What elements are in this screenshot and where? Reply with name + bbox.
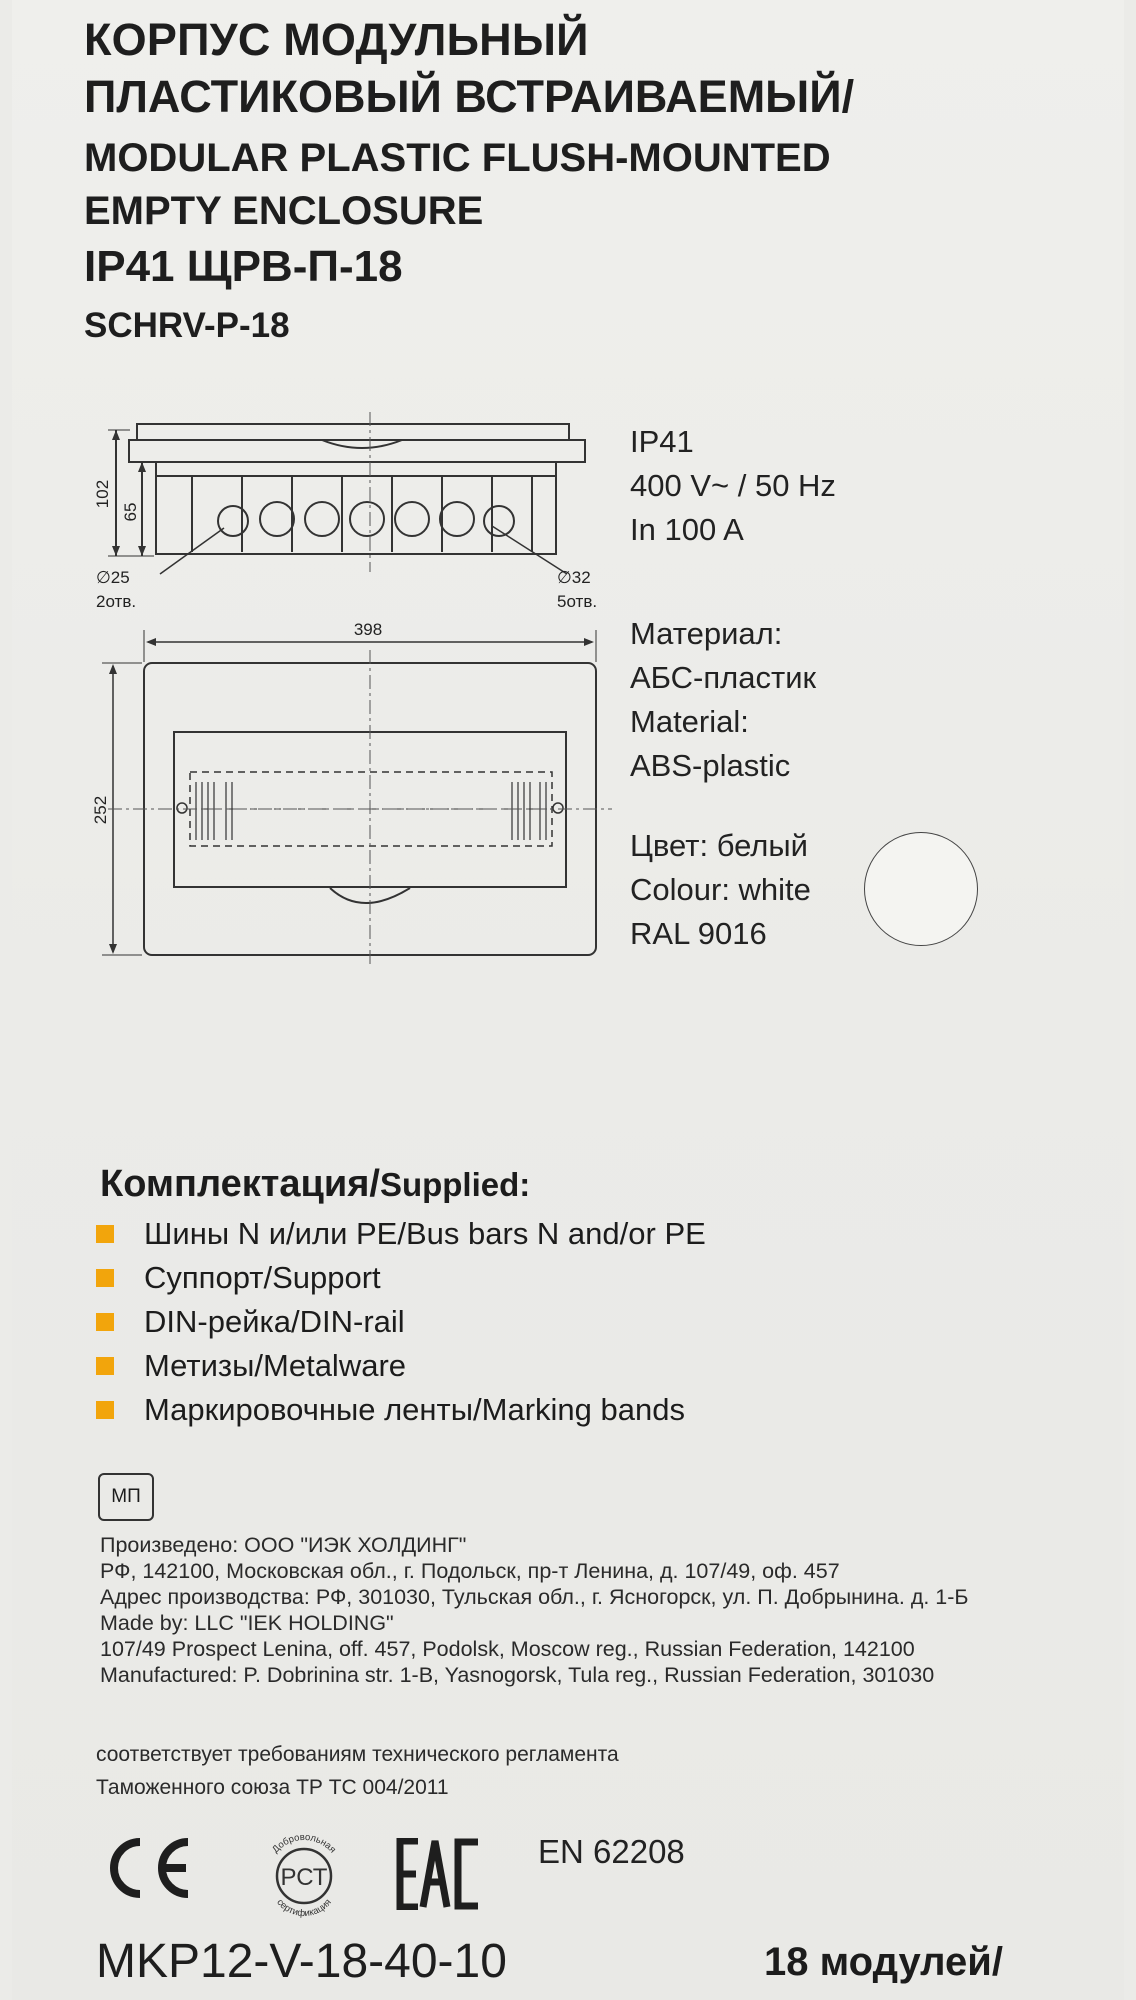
product-code-en: SCHRV-P-18 (84, 306, 290, 345)
supplied-title-ru: Комплектация/ (100, 1163, 380, 1205)
mfr-line: Адрес производства: РФ, 301030, Тульская обл., г. Ясногорск, ул. П. Добрынина. д. 1-Б (100, 1585, 969, 1609)
colour-swatch (864, 832, 978, 946)
mfr-line: РФ, 142100, Московская обл., г. Подольск, пр-т Ленина, д. 107/49, оф. 457 (100, 1559, 840, 1583)
mfr-line: Произведено: ООО "ИЭК ХОЛДИНГ" (100, 1533, 467, 1557)
mp-mark: МП (98, 1473, 154, 1521)
supplied-title (100, 1163, 530, 1206)
bullet-square-icon (96, 1357, 114, 1375)
hole-small-count: 2отв. (96, 592, 137, 611)
svg-text:сертификация: сертификация (274, 1896, 334, 1920)
list-item: Метизы/ Metalware (96, 1344, 706, 1388)
spec-ip: IP41 (630, 424, 694, 459)
mfr-line: Made by: LLC "IEK HOLDING" (100, 1611, 394, 1635)
material-ru: АБС-пластик (630, 660, 817, 695)
bullet-square-icon (96, 1401, 114, 1419)
hole-small-diameter: ∅25 (96, 568, 130, 587)
electrical-specs (630, 420, 836, 552)
dim-width: 398 (353, 620, 383, 639)
supplied-title-en: Supplied: (379, 1166, 531, 1203)
colour-specs (630, 824, 811, 956)
manufacturer-info (100, 1532, 969, 1688)
material-specs (630, 612, 816, 788)
package-label (12, 0, 1124, 2000)
bullet-square-icon (96, 1313, 114, 1331)
dim-front-height: 252 (91, 795, 110, 825)
title-en-line1: MODULAR PLASTIC FLUSH-MOUNTED (84, 136, 831, 180)
svg-text:Добровольная: Добровольная (270, 1831, 338, 1856)
material-en: ABS-plastic (630, 748, 791, 783)
title-ru-line1: КОРПУС МОДУЛЬНЫЙ (84, 14, 589, 65)
supplied-list (96, 1212, 706, 1432)
material-en-label: Material: (630, 704, 749, 739)
eac-mark-icon (396, 1838, 482, 1910)
hole-large-diameter: ∅32 (557, 568, 591, 587)
mfr-line: Manufactured: P. Dobrinina str. 1-B, Yasnogorsk, Tula reg., Russian Federation, 301030 (100, 1663, 935, 1687)
ce-mark-icon (96, 1836, 196, 1900)
title-en-line2: EMPTY ENCLOSURE (84, 189, 484, 233)
bullet-square-icon (96, 1269, 114, 1287)
conformity-line1: соответствует требованиям технического регламента (96, 1743, 619, 1766)
list-item: Шины N и/или PE/ Bus bars N and/or PE (96, 1212, 706, 1256)
module-count: 18 модулей/ (764, 1940, 1004, 1984)
colour-ral: RAL 9016 (630, 916, 767, 951)
list-item: Маркировочные ленты/ Marking bands (96, 1388, 706, 1432)
colour-ru: Цвет: белый (630, 828, 808, 863)
list-item: Суппорт/ Support (96, 1256, 706, 1300)
mfr-line: 107/49 Prospect Lenina, off. 457, Podolsk, Moscow reg., Russian Federation, 142100 (100, 1637, 915, 1661)
dim-height-total: 102 (93, 479, 112, 509)
svg-text:РСТ: РСТ (280, 1864, 328, 1891)
conformity-line2: Таможенного союза ТР ТС 004/2011 (96, 1776, 449, 1799)
list-item: DIN-рейка/ DIN-rail (96, 1300, 706, 1344)
hole-large-count: 5отв. (557, 592, 598, 611)
material-ru-label: Материал: (630, 616, 783, 651)
product-code-ru: IP41 ЩРВ-П-18 (84, 242, 403, 291)
spec-voltage: 400 V~ / 50 Hz (630, 468, 836, 503)
colour-en: Colour: white (630, 872, 811, 907)
bullet-square-icon (96, 1225, 114, 1243)
dim-height-inner: 65 (121, 502, 140, 522)
title-ru-line2: ПЛАСТИКОВЫЙ ВСТРАИВАЕМЫЙ/ (84, 71, 855, 122)
spec-current: In 100 A (630, 512, 744, 547)
conformity-text (96, 1738, 619, 1804)
rst-certification-icon (256, 1828, 352, 1924)
standard-label: EN 62208 (538, 1833, 685, 1870)
model-code: MKP12-V-18-40-10 (96, 1935, 507, 1988)
